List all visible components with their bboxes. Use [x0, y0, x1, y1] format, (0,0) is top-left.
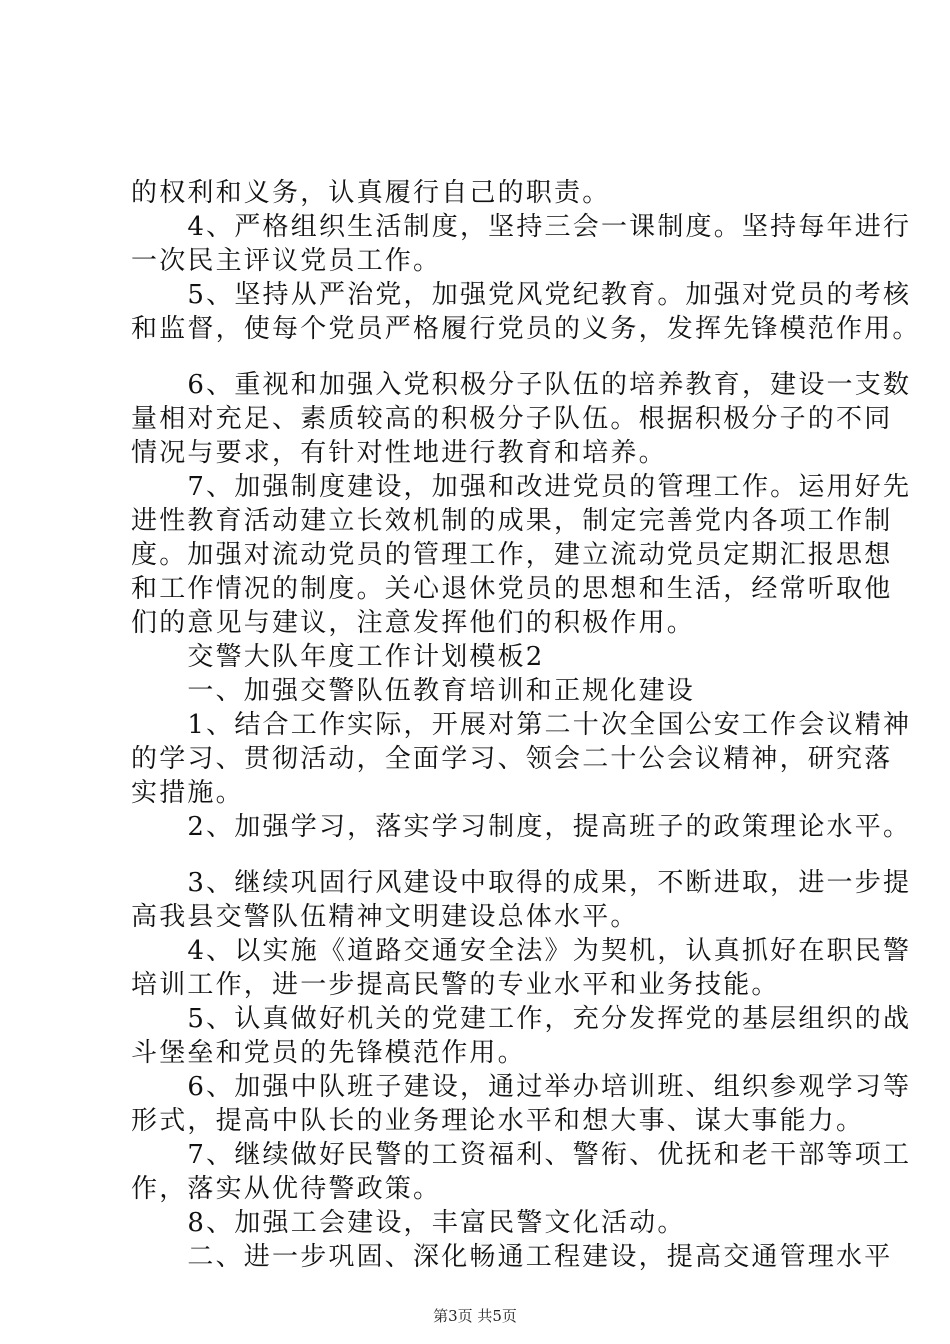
- text-line: 5、认真做好机关的党建工作，充分发挥党的基层组织的战: [131, 1004, 912, 1034]
- text-line: 和工作情况的制度。关心退休党员的思想和生活，经常听取他: [131, 574, 893, 604]
- text-line: 和监督，使每个党员严格履行党员的义务，发挥先锋模范作用。: [131, 314, 921, 344]
- text-line: 1、结合工作实际，开展对第二十次全国公安工作会议精神: [131, 710, 912, 740]
- text-line: 度。加强对流动党员的管理工作，建立流动党员定期汇报思想: [131, 540, 893, 570]
- section-heading: 二、进一步巩固、深化畅通工程建设，提高交通管理水平: [131, 1242, 893, 1272]
- text-line: 形式，提高中队长的业务理论水平和想大事、谋大事能力。: [131, 1106, 865, 1136]
- text-line: 8、加强工会建设，丰富民警文化活动。: [131, 1208, 686, 1238]
- text-line: 的学习、贯彻活动，全面学习、领会二十公会议精神，研究落: [131, 744, 893, 774]
- text-line: 7、加强制度建设，加强和改进党员的管理工作。运用好先: [131, 472, 912, 502]
- text-line: 4、严格组织生活制度，坚持三会一课制度。坚持每年进行: [131, 212, 912, 242]
- text-line: 2、加强学习，落实学习制度，提高班子的政策理论水平。: [131, 812, 912, 842]
- text-line: 量相对充足、素质较高的积极分子队伍。根据积极分子的不同: [131, 404, 893, 434]
- text-line: 3、继续巩固行风建设中取得的成果，不断进取，进一步提: [131, 868, 912, 898]
- page-number: 第3页 共5页: [433, 1307, 517, 1325]
- text-line: 高我县交警队伍精神文明建设总体水平。: [131, 902, 639, 932]
- section-title: 交警大队年度工作计划模板2: [131, 642, 545, 672]
- text-line: 的权利和义务，认真履行自己的职责。: [131, 178, 611, 208]
- text-line: 6、重视和加强入党积极分子队伍的培养教育，建设一支数: [131, 370, 912, 400]
- text-line: 进性教育活动建立长效机制的成果，制定完善党内各项工作制: [131, 506, 893, 536]
- text-line: 情况与要求，有针对性地进行教育和培养。: [131, 438, 667, 468]
- text-line: 斗堡垒和党员的先锋模范作用。: [131, 1038, 526, 1068]
- section-heading: 一、加强交警队伍教育培训和正规化建设: [131, 676, 696, 706]
- text-line: 一次民主评议党员工作。: [131, 246, 442, 276]
- text-line: 6、加强中队班子建设，通过举办培训班、组织参观学习等: [131, 1072, 912, 1102]
- text-line: 作，落实从优待警政策。: [131, 1174, 442, 1204]
- text-line: 实措施。: [131, 778, 244, 808]
- text-line: 5、坚持从严治党，加强党风党纪教育。加强对党员的考核: [131, 280, 912, 310]
- text-line: 4、以实施《道路交通安全法》为契机，认真抓好在职民警: [131, 936, 912, 966]
- text-line: 们的意见与建议，注意发挥他们的积极作用。: [131, 608, 696, 638]
- text-line: 培训工作，进一步提高民警的专业水平和业务技能。: [131, 970, 780, 1000]
- text-line: 7、继续做好民警的工资福利、警衔、优抚和老干部等项工: [131, 1140, 912, 1170]
